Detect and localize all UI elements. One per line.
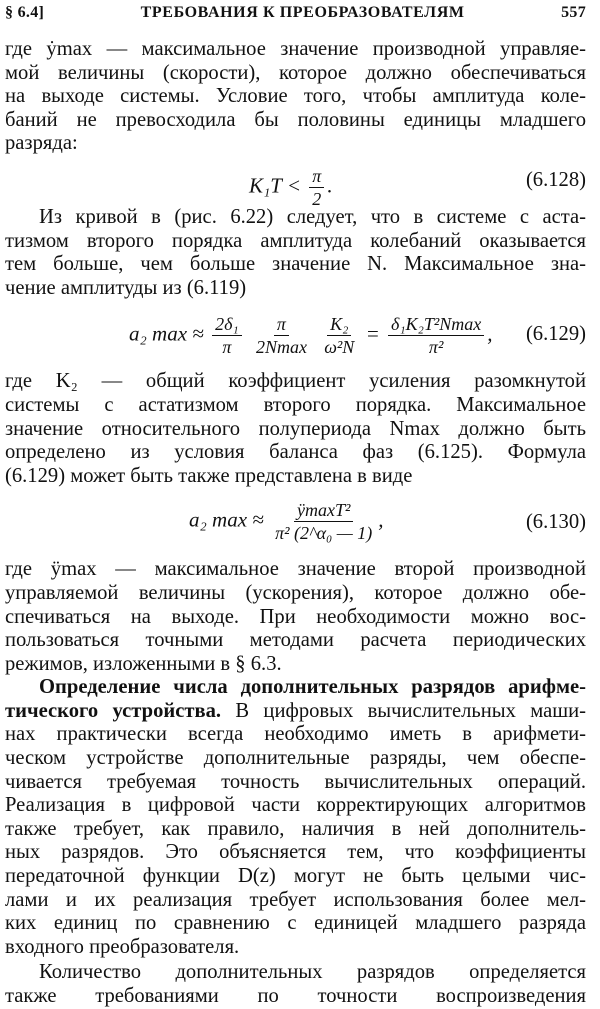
text-line: баний не превосходила бы половины единицы младшего — [5, 108, 586, 131]
text-line: управляемой величины (ускорения), которое должно обе- — [5, 581, 586, 604]
text-line: ческом устройстве дополнительные разряды, чем обеспе- — [5, 747, 586, 770]
text-line: (6.129) может быть также представлена в виде — [5, 464, 413, 487]
running-title: ТРЕБОВАНИЯ К ПРЕОБРАЗОВАТЕЛЯМ — [140, 4, 465, 21]
paragraph-heading: Определение числа дополнительных разрядов арифме- — [39, 676, 586, 699]
text-line — [5, 700, 586, 724]
fraction-denominator: 2 — [312, 188, 322, 209]
fraction-numerator: ÿmaxT² — [294, 500, 353, 522]
fraction-numerator: δ₁K₂T²Nmax — [388, 314, 484, 336]
page-number: 557 — [561, 4, 586, 21]
text-line: лами и их реализация требует использования более мел- — [5, 888, 586, 911]
equation-lhs: K₁T < — [249, 173, 302, 198]
fraction — [309, 166, 324, 209]
section-marker: § 6.4] — [5, 4, 45, 21]
equation-body — [129, 314, 493, 357]
equation-number: (6.130) — [525, 511, 586, 534]
equation-tail: , — [487, 321, 493, 346]
text-line: Количество дополнительных разрядов определяется — [39, 961, 586, 984]
text-line: чивается требуемая точность вычислительных операций. — [5, 770, 586, 793]
equation-lhs: a₂ max ≈ — [189, 507, 264, 532]
fraction — [272, 500, 375, 543]
fraction-denominator: 2Nmax — [255, 337, 307, 358]
fraction-numerator: K₂ — [327, 314, 351, 336]
fraction — [321, 314, 357, 357]
fraction-denominator: π² (2^α₀ — 1) — [275, 523, 373, 544]
text-line: режимов, изложенными в § 6.3. — [5, 652, 282, 675]
text-line: определено из условия баланса фаз (6.125). Формула — [5, 441, 586, 464]
fraction-denominator: π — [222, 337, 232, 358]
text-line: пользоваться точными методами расчета периодических — [5, 629, 586, 652]
fraction — [388, 314, 484, 357]
text-line: Реализация в цифровой части корректирующих алгоритмов — [5, 794, 586, 817]
text-line: Из кривой в (рис. 6.22) следует, что в системе с аста- — [39, 205, 586, 228]
fraction-numerator: π — [274, 314, 289, 336]
equation-number: (6.129) — [525, 323, 586, 346]
paragraph-3 — [5, 370, 586, 488]
equals-sign: = — [365, 321, 380, 346]
paragraph-1 — [5, 38, 586, 156]
text-line: нах практически всегда необходимо иметь в арифмети- — [5, 723, 586, 746]
paragraph-5 — [5, 676, 586, 959]
text-line: разряда: — [5, 132, 78, 155]
equation-body — [249, 166, 333, 209]
text-line: где ẏmax — максимальное значение производной управляе- — [5, 38, 586, 60]
text-line: чение амплитуды из (6.119) — [5, 276, 247, 299]
text-line: ких единиц по сравнению с единицей младшего разряда — [5, 912, 586, 935]
text-line: входного преобразователя. — [5, 935, 240, 958]
fraction-denominator: ω²N — [324, 337, 355, 358]
paragraph-4 — [5, 558, 586, 676]
text-line-rest: В цифровых вычислительных маши- — [221, 699, 586, 722]
equation-body — [189, 500, 384, 543]
equation-6-128 — [5, 156, 586, 209]
text-line: также требует, как правило, наличия в ней дополнитель- — [5, 817, 586, 840]
text-line: также требованиями по точности воспроизведения — [5, 985, 586, 1007]
text-line: спечиваться на выходе. При необходимости можно вос- — [5, 605, 586, 628]
fraction-denominator: π² — [428, 337, 444, 358]
paragraph-6 — [5, 961, 586, 1008]
fraction — [212, 314, 242, 357]
text-line: где K₂ — общий коэффициент усиления разомкнутой — [5, 370, 586, 393]
text-line: тем больше, чем больше значение N. Максимальное зна- — [5, 253, 586, 276]
fraction — [253, 314, 310, 357]
equation-number: (6.128) — [525, 169, 586, 192]
paragraph-heading: тического устройства. — [5, 699, 222, 722]
text-line: значение относительного полупериода Nmax должно быть — [5, 417, 586, 440]
equation-6-129 — [5, 300, 586, 370]
text-line: тизмом второго порядка амплитуда колебаний оказывается — [5, 229, 586, 252]
text-line: ных разрядов. Это объясняется тем, что коэффициенты — [5, 841, 586, 864]
running-header — [5, 2, 586, 24]
text-line: передаточной функции D(z) могут не быть целыми чис- — [5, 865, 586, 888]
equation-6-130 — [5, 488, 586, 558]
paragraph-2 — [5, 206, 586, 300]
text-line: системы с астатизмом второго порядка. Максимальное — [5, 393, 586, 416]
equation-lhs: a₂ max ≈ — [129, 321, 204, 346]
text-line: где ÿmax — максимальное значение второй производной — [5, 558, 586, 581]
fraction-numerator: 2δ₁ — [212, 314, 242, 336]
text-line: на выходе системы. Условие того, чтобы амплитуда коле- — [5, 85, 586, 108]
page-body — [5, 38, 586, 1009]
equation-tail: . — [327, 173, 333, 198]
fraction-numerator: π — [309, 166, 324, 188]
equation-tail: , — [378, 507, 384, 532]
text-line: мой величины (скорости), которое должно обеспечиваться — [5, 61, 586, 84]
